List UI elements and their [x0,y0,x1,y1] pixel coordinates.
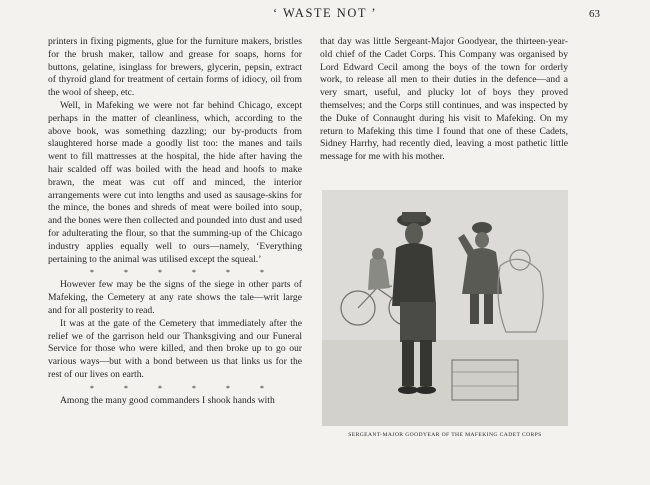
figure-caption: SERGEANT-MAJOR GOODYEAR OF THE MAFEKING CADET CORPS [348,432,542,438]
cadet-photograph-illustration [322,190,568,426]
paragraph: However few may be the signs of the siege in other parts of Mafeking, the Cemetery at any rate shows the tale—writ large and for all posterity to read. [48,279,302,316]
photograph [322,190,568,426]
paragraph: printers in fixing pigments, glue for the furniture makers, bristles for the brush maker, tallow and grease for soaps, horns for buttons, gelatine, isinglass for brewers, glycerin, pepsin, extract of thyroid gland for treatment of certain forms of idiocy, oil from the wool of sheep, etc. [48,36,302,99]
paragraph: It was at the gate of the Cemetery that immediately after the relief we of the garrison held our Thanksgiving and our Funeral Service for those who were killed, and then broke up to go our various ways—but with a bond between us that links us for the rest of our lives on earth. [48,317,302,380]
right-column [320,36,568,164]
paragraph: Well, in Mafeking we were not far behind Chicago, except perhaps in the matter of cleanliness, which, according to the above book, was something dazzling; our by-products from slaughtered horse made a goodly list too: the manes and tails went to fill mattresses at the hospital, the hide after having the hair scalded off was boiled with the head and hoofs to make brawn, the meat was cut off and minced, the interior arrangements were cut into lengths and used as sausage-skins for the mince, the bones and shreds of meat were boiled into soup, and the bones were then collected and pounded into dust and used for adulterating the flour, so that the summing-up of the Chicago industry applies equally well to ours—namely, ‘Everything pertaining to the animal was utilised except the squeal.’ [48,99,302,265]
paragraph: Among the many good commanders I shook hands with [60,394,275,406]
section-separator: * * * * * * [90,383,278,393]
running-header: ‘ WASTE NOT ’ [272,6,378,20]
page-number: 63 [589,8,600,20]
left-column [48,36,302,408]
paragraph: that day was little Sergeant-Major Goodyear, the thirteen-year-old chief of the Cadet Corps. This Company was organised by Lord Edward Cecil among the boys of the town for orderly work, to release all men to their duties in the defence—and a very smart, useful, and plucky lot of boys they proved themselves; and the Corps still continues, and was inspected by the Duke of Connaught during his visit to Mafeking. On my return to Mafeking this time I found that one of these Cadets, Sidney Harrhy, had recently died, leaving a most pathetic little message for me with his mother. [320,36,568,163]
section-separator: * * * * * * [90,268,278,278]
